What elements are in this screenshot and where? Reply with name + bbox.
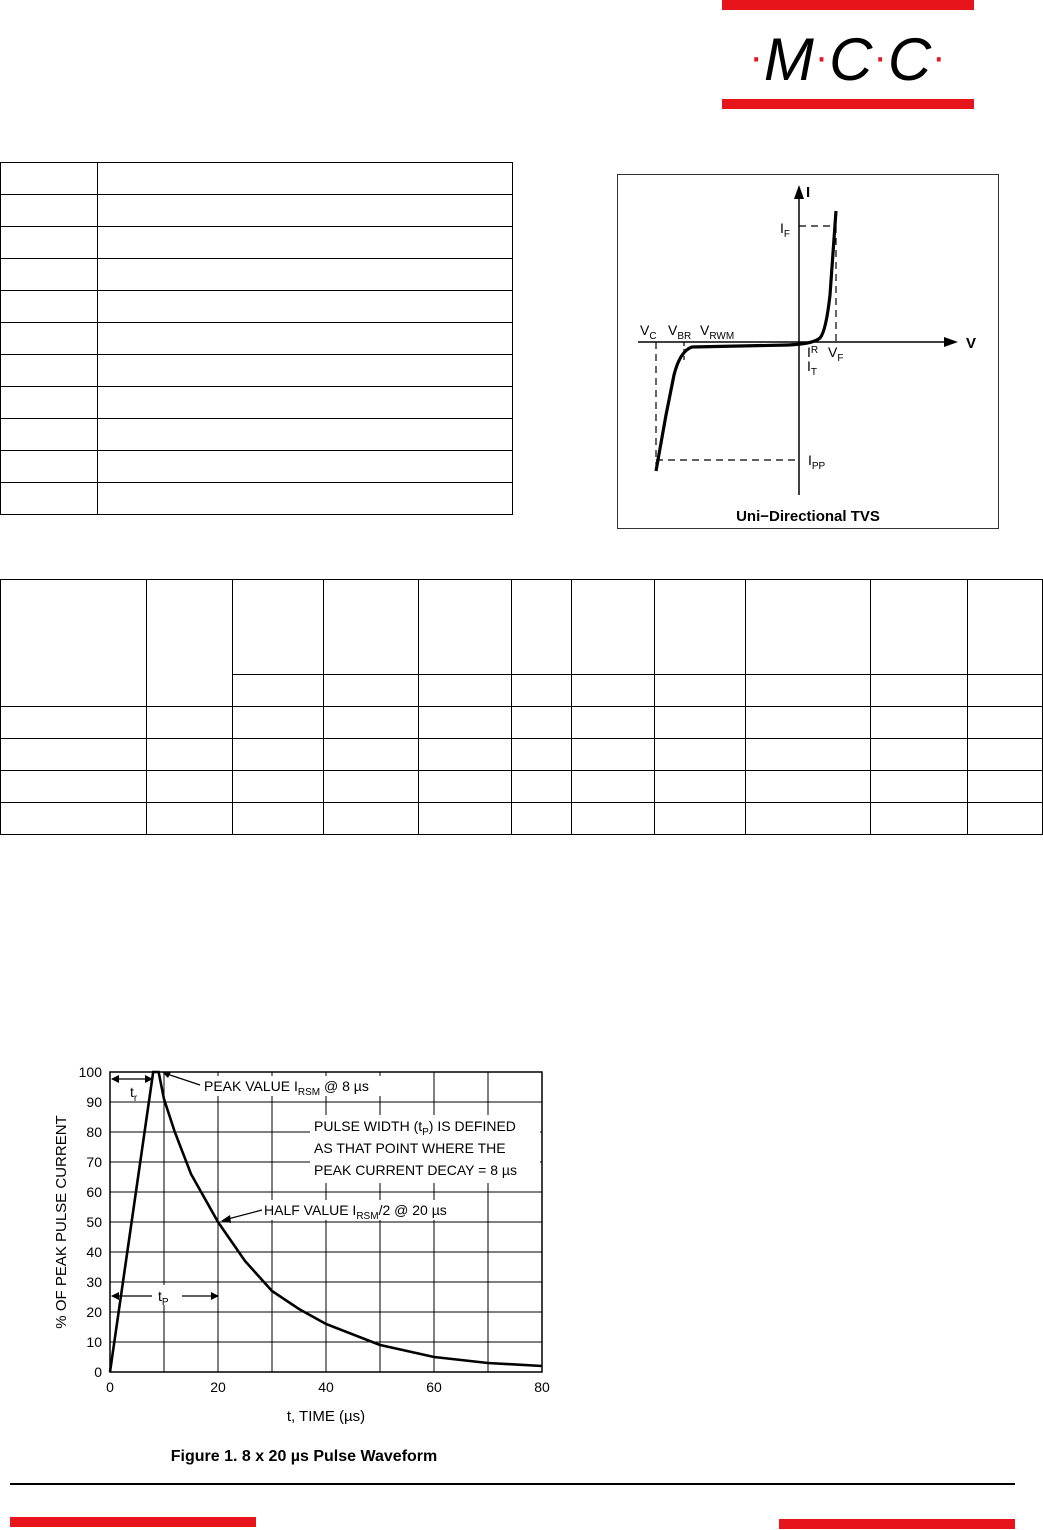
chart-y-tick-label: 50: [86, 1214, 102, 1230]
table-row: [1, 163, 513, 195]
table-header-row: [1, 580, 1043, 675]
chart-y-tick-label: 100: [78, 1064, 102, 1080]
symbol-table: [0, 162, 513, 515]
chart-x-tick-label: 40: [318, 1379, 334, 1395]
tp-arrow-left: [111, 1292, 119, 1300]
chart-y-tick-label: 80: [86, 1124, 102, 1140]
figure-caption: Figure 1. 8 x 20 µs Pulse Waveform: [170, 1448, 438, 1465]
tvs-ir-label: $I^R$: [807, 344, 819, 360]
tvs-v-axis-arrow: [944, 337, 958, 347]
logo-dot: ·: [814, 35, 830, 79]
tvs-vc-label: $V_C$: [640, 322, 657, 342]
footer-divider: [10, 1483, 1015, 1485]
tvs-i-axis-arrow: [794, 185, 804, 199]
chart-y-tick-label: 40: [86, 1244, 102, 1260]
tr-arrow-left: [111, 1075, 119, 1083]
chart-y-tick-label: 30: [86, 1274, 102, 1290]
logo-dot: ·: [873, 35, 888, 79]
table-row: [1, 803, 1043, 835]
tvs-iv-diagram: [618, 175, 997, 527]
logo-dot: ·: [932, 35, 947, 79]
tvs-caption: Uni−Directional TVS: [736, 508, 880, 525]
tvs-ipp-label: $I_{PP}$: [808, 452, 826, 472]
pulse-width-note-line3: PEAK CURRENT DECAY = 8 µs: [314, 1162, 517, 1178]
chart-ticks: [79, 1064, 550, 1395]
table-row: [1, 195, 513, 227]
tvs-axis-v-label: V: [966, 335, 977, 352]
characteristics-table: [0, 579, 1043, 835]
peak-annotation: PEAK VALUE $I_{RSM}$ @ 8 µs: [204, 1078, 369, 1098]
tvs-axis-i-label: I: [806, 184, 811, 201]
logo-bottom-bar: [722, 99, 974, 109]
table-row: [1, 483, 513, 515]
chart-y-tick-label: 20: [86, 1304, 102, 1320]
chart-x-tick-label: 80: [534, 1379, 550, 1395]
half-annotation: HALF VALUE $I_{RSM}/2$ @ 20 µs: [264, 1202, 447, 1222]
logo-letter-m: M: [763, 26, 815, 93]
chart-y-tick-label: 60: [86, 1184, 102, 1200]
table-row: [1, 739, 1043, 771]
footer-left-bar: [10, 1517, 256, 1527]
tvs-vrwm-label: $V_{RWM}$: [700, 322, 735, 342]
logo-top-bar: [722, 0, 974, 10]
tvs-if-label: $I_F$: [780, 220, 790, 240]
table-row: [1, 323, 513, 355]
chart-y-tick-label: 0: [94, 1364, 102, 1380]
chart-y-tick-label: 70: [86, 1154, 102, 1170]
pulse-width-note-line2: AS THAT POINT WHERE THE: [314, 1140, 506, 1156]
table-row: [1, 451, 513, 483]
footer-right-bar: [779, 1519, 1015, 1529]
tp-label: $t_P$: [158, 1288, 169, 1308]
chart-y-tick-label: 90: [86, 1094, 102, 1110]
chart-x-axis-label: t, TIME (µs): [286, 1408, 366, 1425]
logo-letter-c2: C: [887, 26, 933, 93]
chart-y-axis-label: % OF PEAK PULSE CURRENT: [53, 1115, 70, 1329]
table-row: [1, 387, 513, 419]
table-row: [1, 419, 513, 451]
table-row: [1, 771, 1043, 803]
logo-letter-c1: C: [829, 26, 874, 93]
tvs-vf-label: $V_F$: [828, 344, 844, 364]
chart-y-tick-label: 10: [86, 1334, 102, 1350]
pulse-width-note-line1: PULSE WIDTH $(t_P)$ IS DEFINED: [314, 1118, 516, 1138]
tr-label: $t_r$: [130, 1084, 138, 1104]
chart-x-tick-label: 20: [210, 1379, 226, 1395]
company-logo: [722, 22, 974, 92]
logo-dot: ·: [749, 35, 764, 79]
chart-x-tick-label: 60: [426, 1379, 442, 1395]
tvs-it-label: $I_T$: [807, 358, 817, 378]
table-row: [1, 291, 513, 323]
tvs-vbr-label: $V_{BR}$: [668, 322, 692, 342]
chart-x-tick-label: 0: [106, 1379, 114, 1395]
table-row: [1, 259, 513, 291]
table-row: [1, 707, 1043, 739]
table-row: [1, 227, 513, 259]
pulse-waveform-chart: [40, 1055, 600, 1475]
table-row: [1, 355, 513, 387]
tvs-diagram-frame: [617, 174, 999, 529]
